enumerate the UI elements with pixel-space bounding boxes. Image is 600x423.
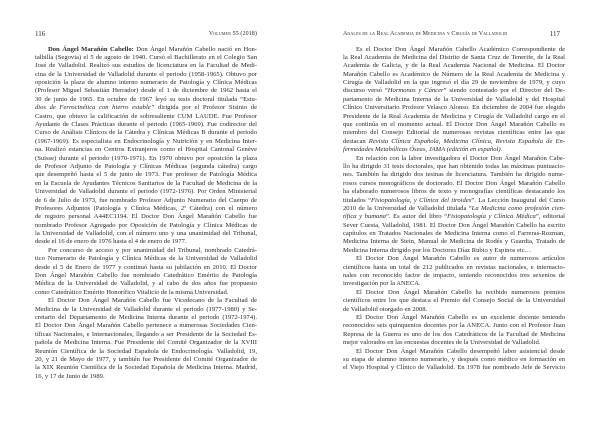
text-line: nombrado Profesor Agregado por Oposición de Patología y Clínica Médicas de (35, 221, 257, 229)
text-line: Castro, que obtuvo la calificación de sobresaliente CUM LAUDE. Fue Profesor (35, 112, 257, 120)
text-line: 20, y 21 de Mayo de 1977, y también fue Presidente del Comité Organizador de (35, 355, 257, 363)
text-line: partamento de Medicina Interna de la Universidad de Valladolid y del Hospital (343, 95, 565, 103)
text-line (343, 87, 565, 95)
text-line: José de Valladolid. Realizó sus estudios de licenciatura en la Facultad de Medi- (35, 62, 257, 70)
text-line (343, 138, 565, 146)
text-line: 30 de junio de 1965. En octubre de 1967 leyó su tesis doctoral titulada “Estu- (35, 95, 257, 103)
text-line: científicos hasta un total de 212 publicados en revistas nacionales, e internacio- (343, 263, 565, 271)
text-line: El Doctor Don Ángel Marañón Cabello pertenece a numerosas Sociedades Cien- (35, 322, 257, 330)
text-run: discurso versó “ (343, 87, 388, 95)
text-line: Por concurso de acceso y por unanimidad del Tribunal, nombrado Catedrá- (48, 246, 257, 254)
page-number: 117 (549, 30, 560, 38)
text-line: Es el Doctor Don Ángel Marañón Cabello Académico Correspondiente de (356, 45, 565, 53)
text-line: En relación con la labor investigadora el Doctor Don Ángel Marañón Cabe- (356, 154, 565, 162)
text-line: (1967-1969). Es especialista en Endocrinología y Nutrición y en Medicina Inter- (35, 137, 257, 145)
text-run: 2010 de la Universidad de Valladolid titulada “ (343, 204, 472, 212)
text-line (343, 205, 565, 213)
text-line: Sever Cuesta, Valladolid, 1981. El Doctor Don Ángel Marañón Cabello ha escrito (343, 221, 565, 229)
text-line: llo ha dirigido 31 tesis doctorales, que han obtenido todas las máximas puntuacio- (343, 162, 565, 170)
text-line: la Real Academia de Medicina del Distrito de Santa Cruz de Tenerife, de la Real (343, 53, 565, 61)
text-line: la XIX Reunión Científica de la Sociedad Española de Medicina Interna. Madrid, (35, 364, 257, 372)
text-line: Presidente de la Real Academia de Medicina y Cirugía de Valladolid cargo en el (343, 112, 565, 120)
text-line: pañola de Medicina Interna. Fue Presidente del Comité Organizador de la XVIII (35, 339, 257, 347)
body-text (343, 46, 565, 373)
text-line: desde el 5 de Enero de 1977 y continuó hasta su jubilación en 2010. El Doctor (35, 263, 257, 271)
text-line: rosos cursos monográficos de doctorado. El Doctor Don Ángel Marañón Cabello (343, 179, 565, 187)
text-line: reconocidos seis quinquenios docentes por la ANECA. Junto con el Profesor Juan (343, 322, 565, 330)
text-line: la Universidad de Valladolid, con el número uno y una unanimidad del Tribunal, (35, 230, 257, 238)
text-line: capítulos en Tratados Nacionales de Medicina Interna como el Farreras-Rozman, (343, 230, 565, 238)
text-line: de 6 de Julio de 1973, fue nombrado Profesor Adjunto Numerario del Cuerpo de (35, 196, 257, 204)
paragraph (343, 289, 565, 314)
italic-text: Fisiopatología y Clínica Médica (447, 213, 536, 221)
text-line: Curso de Análisis Clínicos de la Cátedra y Clínicas Médicas B durante el periodo (35, 129, 257, 137)
italic-text: tífica y humana (343, 213, 386, 221)
text-line (35, 46, 257, 54)
italic-text: Fisiopatología, y Clínica del tiroides (371, 196, 472, 204)
text-line: nes. También ha dirigido dos tesinas de licenciatura. También ha dirigido nume- (343, 171, 565, 179)
text-line: de Valladolid otorgado en 2008. (343, 305, 428, 313)
text-line: desde el 16 de enero de 1976 hasta el 4 de enero de 1977. (35, 238, 187, 246)
text-line: El Doctor Don Ángel Marañón Cabello es autor de numerosos artículos (356, 255, 565, 263)
text-line: El Doctor Don Ángel Marañón Cabello es un excelente docente teniendo (356, 314, 565, 321)
paragraph (343, 46, 565, 155)
text-line: ha elaborado numerosos libros de texto y monografías científicas destacando los (343, 188, 565, 196)
text-line: científicos entre los que destaca el Premio del Consejo Social de la Universidad (343, 297, 565, 305)
text-run: destacan (343, 137, 369, 145)
italic-text: Hormonas y Cáncer (387, 87, 444, 95)
text-line (343, 146, 565, 154)
text-line: Medicina Interna de Stein, Manual de Medicina de Rodés y Guardia, Tratado de (343, 238, 565, 246)
text-line: oposición la plaza de alumno interno numerario de Patología y Clínica Médicas (35, 79, 257, 87)
italic-text: La Medicina como profesión cien- (471, 204, 565, 212)
text-line: Universidad de Valladolid durante el periodo (1972-1976). Por Orden Ministerial (35, 188, 257, 196)
page-number: 116 (35, 30, 46, 38)
paragraph (343, 155, 565, 256)
bold-text: Don Ángel Marañón Cabello: (48, 45, 134, 53)
text-line: Represa de la Guerra es uno de los dos Catedráticos de la Facultad de Medicina (343, 330, 565, 338)
paragraph (343, 314, 565, 348)
italic-text: dios de Ferrocinética con hierro estable” (35, 104, 155, 112)
running-head: Volumen 55 (2018) (208, 31, 257, 37)
text-line (343, 213, 565, 221)
text-line: cretario del Departamento de Medicina Interna durante el periodo (1972-1974). (35, 314, 257, 321)
paragraph (343, 255, 565, 289)
text-line: que continúa en el momento actual. El Doctor Don Ángel Marañón Cabello es (343, 121, 565, 129)
text-line: Médica de la Universidad de Valladolid, y al cabo de dos años fue propuesto (35, 280, 257, 288)
text-line: en la Escuela de Ayudantes Técnicos Sanitarios de la Facultad de Medicina de la (35, 179, 257, 187)
paragraph (35, 46, 257, 247)
text-run: ”. Es autor del libro “ (385, 213, 448, 221)
text-line: 16, y 17 de Junio de 1989. (35, 372, 105, 380)
right-page (300, 0, 600, 423)
italic-text: Revista Clínica Española, Medicina Clínica, Revista Española de En- (368, 137, 565, 145)
text-line: Clínico Universitario Profesor Velasco Alonso. En diciembre de 2004 fue elegido (343, 104, 565, 112)
text-line: Marañón Cabello es Académico de Número de la Real Academia de Medicina y (343, 70, 565, 78)
text-run: Don Ángel Marañón Cabello nació en Hon- (133, 45, 257, 53)
text-line: tíficas Nacionales, e Internacionales, llegando a ser Presidente de la Sociedad Es- (35, 330, 257, 338)
text-line: Profesores Adjuntos (Patología y Clínica Médicas, 2ª Cátedra) con el número (35, 204, 257, 212)
text-line: de registro personal A44EC1194. El Doctor Don Ángel Marañón Cabello fue (35, 213, 257, 221)
italic-text: fermedades Metabólicas Óseas, JAMA (edición en español) (343, 146, 501, 154)
text-line: de Profesor Adjunto de Patología y Clínicas Médicas (segunda cátedra) cargo (35, 162, 257, 170)
text-line: El Doctor Don Ángel Marañón Cabello desempeñó labor asistencial desde (356, 347, 565, 355)
text-line: Reunión Científica de la Sociedad Española de Endocrinología. Valladolid, 19, (35, 347, 257, 355)
text-line: Academia de Galicia, y de la Real Academia Nacional de Medicina. El Doctor (343, 62, 565, 70)
text-line: na. Realizó estancias en Centros Extranjeros como el Hospital Cantonal Genève (35, 146, 257, 154)
text-run: ”, editorial (535, 213, 565, 221)
text-line (343, 197, 565, 205)
text-line: miembro del Consejo Editorial de numerosas revistas científicas entre las que (343, 129, 565, 137)
text-line: nales con reconocido factor de impacto, teniendo reconocidos tres sexenios de (343, 272, 565, 280)
text-line: tico Numerario de Patología y Clínica Médicas de la Universidad de Valladolid (35, 255, 257, 263)
text-line: como Catedrático Emérito Honorífico Vitalicio de la misma Universidad. (35, 288, 229, 296)
body-text (35, 46, 257, 382)
text-run: titulados “ (343, 196, 372, 204)
text-run: ”. La Lección Inaugural del Curso (471, 196, 566, 204)
text-line: Don Ángel Marañón Cabello fue nombrado Catedrático Emérito de Patología (35, 272, 257, 280)
text-line: El Doctor Don Ángel Marañón Cabello fue Vicedecano de la Facultad de (48, 297, 257, 305)
text-line: Ayudante de Clases Prácticas durante el periodo (1965-1969). Fue codirector del (35, 121, 257, 129)
text-line: El Doctor Don Ángel Marañón Cabello ha recibido numerosos premios (356, 288, 565, 296)
text-line: investigación por la ANECA. (343, 280, 421, 288)
text-line: mejor valorados en las encuestas docentes de la Universidad de Valladolid. (343, 339, 541, 347)
text-line: que desempeñó hasta el 5 de junio de 1973. Fue profesor de Patología Médica (35, 171, 257, 179)
paragraph (35, 247, 257, 297)
text-line: el Viejo Hospital y Clínico de Valladolid. En 1978 fue nombrado Jefe de Servicio (343, 364, 565, 372)
text-line: (Suisse) durante el periodo (1970-1971). En 1970 obtuvo por oposición la plaza (35, 154, 257, 162)
text-line: (Profesor Miguel Sebastián Herrador) desde el 1 de diciembre de 1962 hasta el (35, 87, 257, 95)
text-run: . (500, 146, 503, 154)
text-line: Cirugía de Valladolid en la que ingresó el día 29 de noviembre de 1979, y cuyo (343, 79, 565, 87)
text-run: dirigida por el Profesor Sisinio de (154, 104, 257, 112)
text-line: cina de la Universidad de Valladolid durante el periodo (1958-1965). Obtuvo por (35, 70, 257, 78)
text-run: ” siendo contestado por el Director del De- (443, 87, 566, 95)
paragraph (343, 348, 565, 373)
text-line: Medicina de la Universidad de Valladolid durante el periodo (1977-1980) y Se- (35, 305, 257, 313)
text-line: su etapa de alumno interno numerario, y después como médico en formación en (343, 355, 565, 363)
text-line: Medicina Interna dirigido por los Doctores Díaz Rubio y Espinos etc… (343, 246, 532, 254)
text-line: talbilla (Segovia) el 5 de agosto de 1940. Cursó el Bachillerato en el Colegio San (35, 53, 257, 61)
paragraph (35, 297, 257, 381)
running-head: Anales de la Real Academia de Medicina y Cirugía de Valladolid (343, 31, 508, 37)
text-line (35, 104, 257, 112)
